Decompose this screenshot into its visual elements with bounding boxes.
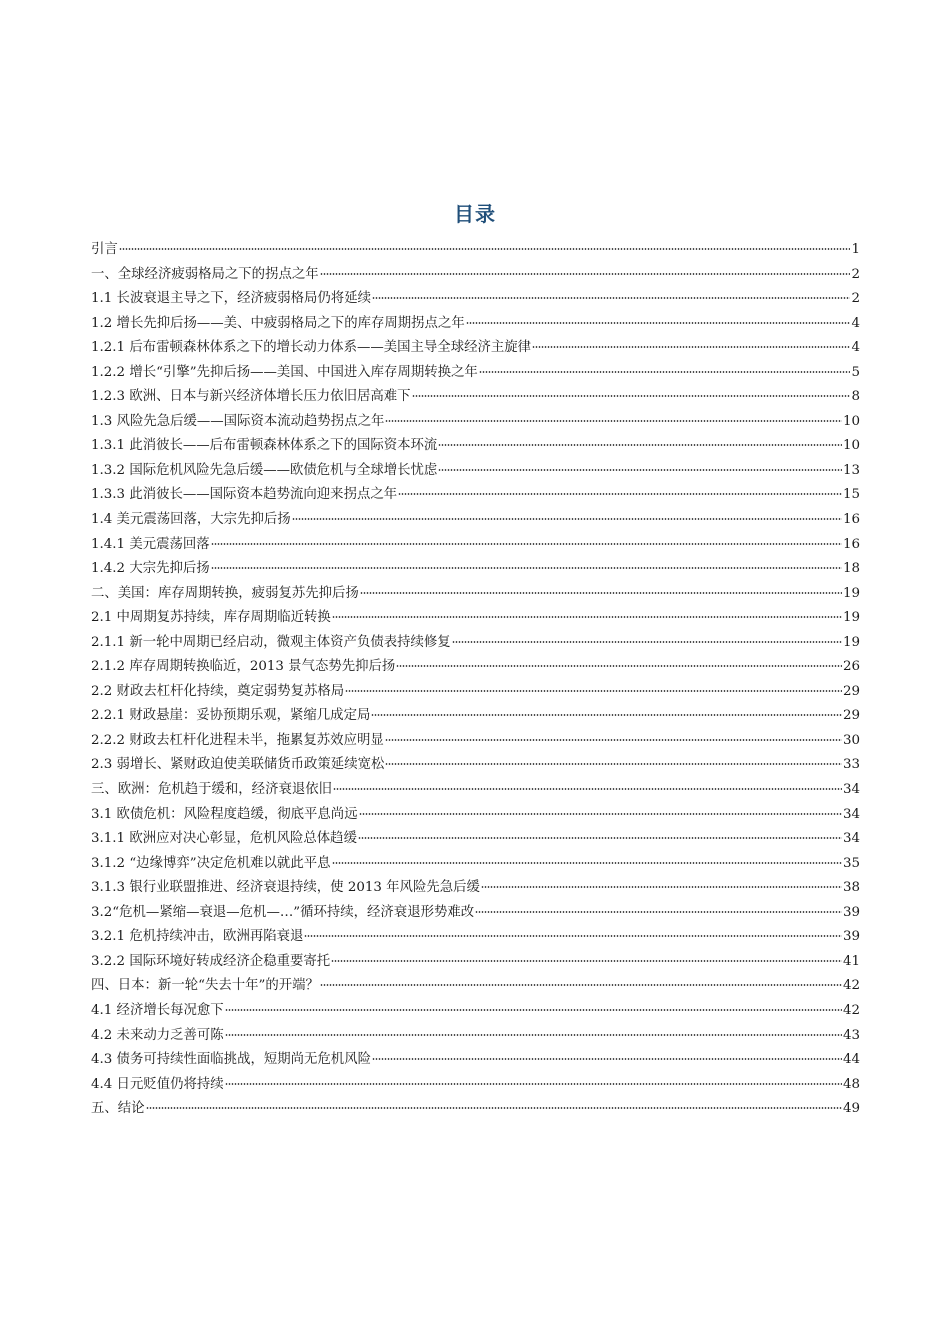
toc-entry-title: 4.4 日元贬值仍将持续: [91, 1076, 224, 1092]
dot-leader: [452, 641, 842, 643]
toc-entry-title: 3.2“危机—紧缩—衰退—危机—…”循环持续，经济衰退形势难改: [91, 904, 475, 920]
toc-entry-title: 3.1 欧债危机：风险程度趋缓，彻底平息尚远: [91, 806, 358, 822]
toc-entry-page-number: 4: [851, 340, 860, 356]
dot-leader: [398, 493, 842, 495]
dot-leader: [385, 763, 842, 765]
toc-entry-page-number: 19: [842, 585, 860, 601]
toc-entry-title: 3.1.2 “边缘博弈”决定危机难以就此平息: [91, 855, 331, 871]
dot-leader: [479, 371, 851, 373]
toc-entry-title: 4.1 经济增长每况愈下: [91, 1002, 224, 1018]
toc-entry-page-number: 41: [842, 953, 860, 969]
dot-leader: [331, 960, 842, 962]
dot-leader: [332, 862, 842, 864]
toc-entry[interactable]: [91, 361, 860, 386]
toc-entry-title: 2.2.1 财政悬崖：妥协预期乐观，紧缩几成定局: [91, 708, 371, 724]
toc-entry-title: 1.2.2 增长“引擎”先抑后扬——美国、中国进入库存周期转换之年: [91, 364, 478, 380]
toc-entry[interactable]: [91, 1073, 860, 1098]
dot-leader: [372, 297, 850, 299]
toc-entry-title: 1.3.1 此消彼长——后布雷顿森林体系之下的国际资本环流: [91, 438, 438, 454]
toc-entry-title: 1.3.3 此消彼长——国际资本趋势流向迎来拐点之年: [91, 487, 398, 503]
toc-entry[interactable]: [91, 852, 860, 877]
toc-entry-page-number: 34: [842, 831, 860, 847]
dot-leader: [371, 714, 842, 716]
dot-leader: [359, 813, 842, 815]
dot-leader: [481, 886, 842, 888]
toc-title: 目录: [454, 202, 496, 226]
toc-entry-title: 4.2 未来动力乏善可陈: [91, 1027, 224, 1043]
toc-entry-title: 4.3 债务可持续性面临挑战，短期尚无危机风险: [91, 1052, 371, 1068]
dot-leader: [225, 1034, 842, 1036]
dot-leader: [211, 543, 842, 545]
toc-entry-page-number: 16: [842, 536, 860, 552]
toc-entry-page-number: 38: [842, 880, 860, 896]
toc-entry-title: 3.1.3 银行业联盟推进、经济衰退持续，使 2013 年风险先急后缓: [91, 880, 480, 896]
dot-leader: [345, 690, 842, 692]
toc-entry[interactable]: [91, 925, 860, 950]
toc-entry[interactable]: [91, 312, 860, 337]
toc-entry-title: 引言: [91, 242, 118, 257]
toc-entry-title: 五、结论: [91, 1101, 145, 1117]
toc-entry-page-number: 10: [842, 413, 860, 429]
toc-entry-title: 3.1.1 欧洲应对决心彰显，危机风险总体趋缓: [91, 831, 357, 847]
toc-entry-page-number: 13: [842, 462, 860, 478]
dot-leader: [466, 322, 851, 324]
dot-leader: [372, 1058, 842, 1060]
toc-entry-page-number: 10: [842, 438, 860, 454]
toc-entry-title: 3.2.1 危机持续冲击，欧洲再陷衰退: [91, 929, 304, 945]
toc-entry-page-number: 43: [842, 1027, 860, 1043]
toc-entry-page-number: 18: [842, 561, 860, 577]
toc-entry-page-number: 42: [842, 1002, 860, 1018]
toc-entry-page-number: 1: [851, 242, 860, 257]
toc-entry[interactable]: [91, 263, 860, 288]
toc-entry[interactable]: [91, 999, 860, 1024]
toc-entry[interactable]: [91, 876, 860, 901]
toc-entry[interactable]: [91, 533, 860, 558]
toc-entry[interactable]: [91, 459, 860, 484]
toc-entry-page-number: 42: [842, 978, 860, 994]
toc-entry-page-number: 2: [851, 291, 860, 307]
toc-entry[interactable]: [91, 655, 860, 680]
dot-leader: [119, 248, 851, 250]
dot-leader: [385, 420, 842, 422]
toc-entry[interactable]: [91, 557, 860, 582]
toc-entry[interactable]: [91, 582, 860, 607]
toc-entry-page-number: 26: [842, 659, 860, 675]
toc-entry[interactable]: [91, 1048, 860, 1073]
dot-leader: [438, 444, 842, 446]
toc-entry-title: 三、欧洲：危机趋于缓和，经济衰退依旧: [91, 782, 333, 798]
toc-entry-title: 1.4.1 美元震荡回落: [91, 536, 210, 552]
toc-entry-title: 2.1 中周期复苏持续，库存周期临近转换: [91, 610, 331, 626]
toc-entry[interactable]: [91, 901, 860, 926]
toc-entry[interactable]: [91, 803, 860, 828]
toc-entry-title: 1.2.3 欧洲、日本与新兴经济体增长压力依旧居高难下: [91, 389, 411, 405]
toc-entry-page-number: 34: [842, 806, 860, 822]
toc-entry-title: 二、美国：库存周期转换，疲弱复苏先抑后扬: [91, 585, 359, 601]
toc-entry-title: 2.3 弱增长、紧财政迫使美联储货币政策延续宽松: [91, 757, 385, 773]
toc-entry-page-number: 29: [842, 683, 860, 699]
toc-entry-title: 2.2.2 财政去杠杆化进程未半，拖累复苏效应明显: [91, 732, 384, 748]
toc-entry-title: 1.3 风险先急后缓——国际资本流动趋势拐点之年: [91, 413, 385, 429]
toc-entry-title: 2.1.1 新一轮中周期已经启动，微观主体资产负债表持续修复: [91, 634, 451, 650]
toc-entry-page-number: 8: [851, 389, 860, 405]
toc-entry-page-number: 39: [842, 929, 860, 945]
dot-leader: [211, 567, 842, 569]
toc-entry[interactable]: [91, 287, 860, 312]
toc-entry-page-number: 19: [842, 610, 860, 626]
toc-entry[interactable]: [91, 336, 860, 361]
toc-entry-page-number: 2: [851, 266, 860, 282]
dot-leader: [333, 788, 842, 790]
toc-entry[interactable]: [91, 385, 860, 410]
toc-entry-title: 1.2 增长先抑后扬——美、中疲弱格局之下的库存周期拐点之年: [91, 315, 465, 331]
toc-entry-title: 3.2.2 国际环境好转成经济企稳重要寄托: [91, 953, 331, 969]
toc-entry-title: 1.4 美元震荡回落，大宗先抑后扬: [91, 512, 291, 528]
toc-entry-title: 1.2.1 后布雷顿森林体系之下的增长动力体系——美国主导全球经济主旋律: [91, 340, 532, 356]
dot-leader: [332, 616, 842, 618]
toc-entry-title: 1.1 长波衰退主导之下，经济疲弱格局仍将延续: [91, 291, 371, 307]
dot-leader: [532, 346, 850, 348]
dot-leader: [320, 273, 851, 275]
toc-entry-page-number: 19: [842, 634, 860, 650]
toc-entry-page-number: 16: [842, 512, 860, 528]
toc-entry-title: 四、日本：新一轮“失去十年”的开端？: [91, 978, 319, 994]
dot-leader: [475, 911, 842, 913]
toc-entry-page-number: 29: [842, 708, 860, 724]
dot-leader: [225, 1009, 842, 1011]
toc-entry[interactable]: [91, 1097, 860, 1122]
toc-entry-page-number: 49: [842, 1101, 860, 1117]
toc-entry[interactable]: [91, 606, 860, 631]
toc-entry[interactable]: [91, 729, 860, 754]
table-of-contents: [91, 238, 860, 1122]
toc-entry[interactable]: [91, 704, 860, 729]
dot-leader: [396, 665, 842, 667]
dot-leader: [320, 984, 842, 986]
toc-entry[interactable]: [91, 680, 860, 705]
toc-entry[interactable]: [91, 631, 860, 656]
dot-leader: [438, 469, 842, 471]
toc-entry-page-number: 5: [851, 364, 860, 380]
toc-entry-page-number: 15: [842, 487, 860, 503]
toc-entry-page-number: 39: [842, 904, 860, 920]
dot-leader: [304, 935, 842, 937]
toc-entry-title: 2.2 财政去杠杆化持续，奠定弱势复苏格局: [91, 683, 345, 699]
dot-leader: [412, 395, 851, 397]
toc-entry[interactable]: [91, 434, 860, 459]
dot-leader: [385, 739, 842, 741]
toc-entry[interactable]: [91, 238, 860, 263]
toc-entry[interactable]: [91, 410, 860, 435]
dot-leader: [146, 1107, 842, 1109]
toc-entry-page-number: 48: [842, 1076, 860, 1092]
toc-entry[interactable]: [91, 753, 860, 778]
toc-entry[interactable]: [91, 950, 860, 975]
toc-entry[interactable]: [91, 778, 860, 803]
toc-entry-page-number: 34: [842, 782, 860, 798]
toc-entry[interactable]: [91, 508, 860, 533]
dot-leader: [358, 837, 842, 839]
toc-entry-page-number: 33: [842, 757, 860, 773]
dot-leader: [292, 518, 842, 520]
toc-entry-page-number: 35: [842, 855, 860, 871]
toc-entry[interactable]: [91, 827, 860, 852]
toc-entry-title: 1.4.2 大宗先抑后扬: [91, 561, 210, 577]
toc-entry-title: 1.3.2 国际危机风险先急后缓——欧债危机与全球增长忧虑: [91, 462, 438, 478]
toc-entry[interactable]: [91, 974, 860, 999]
dot-leader: [225, 1083, 842, 1085]
toc-entry-title: 一、全球经济疲弱格局之下的拐点之年: [91, 266, 319, 282]
toc-entry-page-number: 44: [842, 1052, 860, 1068]
toc-entry[interactable]: [91, 1024, 860, 1049]
toc-entry[interactable]: [91, 483, 860, 508]
toc-entry-title: 2.1.2 库存周期转换临近，2013 景气态势先抑后扬: [91, 659, 396, 675]
toc-entry-page-number: 4: [851, 315, 860, 331]
dot-leader: [360, 592, 842, 594]
toc-entry-page-number: 30: [842, 732, 860, 748]
